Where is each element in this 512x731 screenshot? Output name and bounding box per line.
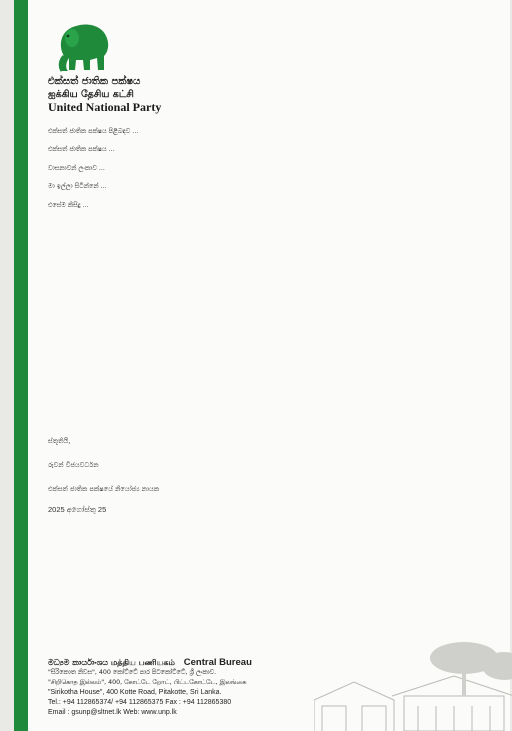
central-bureau-heading	[48, 657, 328, 668]
elephant-icon	[50, 16, 114, 72]
party-name-sinhala: එක්සත් ජාතික පක්ෂය	[48, 76, 141, 87]
signatory-title: එක්සත් ජාතික පක්ෂයේ නියෝජ්‍ය නායක	[48, 485, 160, 493]
email-web-line: Email : gsunp@sltnet.lk Web: www.unp.lk	[48, 708, 177, 716]
letter-page	[14, 0, 510, 731]
body-paragraph: මා ඉල්ලා සිටින්නේ ...	[48, 182, 107, 191]
signatory-name: රුවන් විජයවර්ධන	[48, 461, 99, 469]
party-name-block	[48, 76, 161, 115]
letter-date: 2025 අගෝස්තු 25	[48, 505, 107, 514]
party-name-english: United National Party	[48, 100, 162, 115]
headquarters-building-watermark	[314, 640, 512, 731]
body-paragraph: එක්සත් ජාතික පක්ෂය පිළිබඳව ...	[48, 127, 139, 135]
phone-fax-line: Tel.: +94 112865374/ +94 112865375 Fax : +94 112865380	[48, 698, 232, 706]
body-paragraph: එක්සත් ජාතික පක්ෂය ...	[48, 145, 115, 154]
closing-text: ස්තූතියි,	[48, 437, 71, 445]
address-tamil: "சிறிகொத இல்லம்", 400, கோட்டே றோட், பிட்டகோட்டே, இலங்கை	[48, 678, 247, 686]
body-paragraph: එසේම කිසිදු ...	[48, 200, 89, 209]
address-sinhala: "සිරිකොත නිවස", 400 කෝට්ටේ පාර පිටකෝට්ටේ, ශ්‍රී ලංකාව.	[48, 669, 217, 676]
central-bureau-sinhala: මධ්‍යම කාර්යාංශය	[48, 658, 109, 667]
address-english: "Sirikotha House", 400 Kotte Road, Pitakotte, Sri Lanka.	[48, 688, 222, 696]
party-name-tamil: ஐக்கிய தேசிய கட்சி	[48, 88, 134, 100]
central-bureau-english: Central Bureau	[183, 657, 252, 668]
body-paragraph: වාසනාවන් ලංකාව ...	[48, 163, 105, 172]
footer-contact	[48, 657, 328, 718]
central-bureau-tamil: மத்திய பணியகம்	[110, 658, 175, 667]
green-margin-bar	[14, 0, 28, 731]
letter-body	[48, 126, 500, 218]
